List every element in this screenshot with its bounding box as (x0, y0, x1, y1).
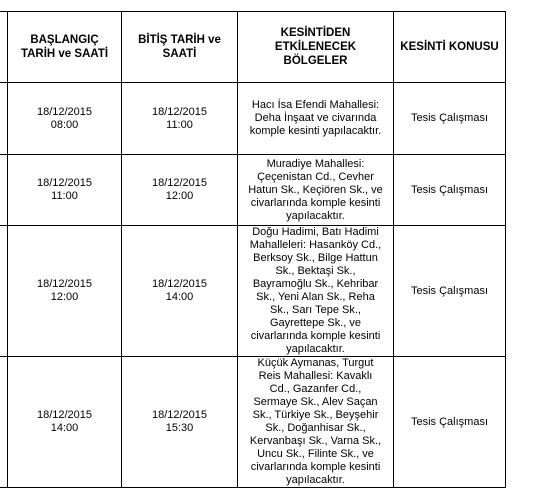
header-outage-subject: KESİNTİ KONUSU (394, 12, 506, 83)
regions-cell (238, 226, 394, 357)
subject-cell: Tesis Çalışması (394, 226, 506, 357)
end-time: 11:00 (166, 118, 193, 131)
table-row (0, 155, 506, 226)
end-date: 18/12/2015 (151, 409, 208, 421)
start-datetime-cell (8, 226, 122, 357)
row-stub-cell (0, 226, 8, 357)
row-stub-cell (0, 357, 8, 488)
start-date: 18/12/2015 (36, 409, 93, 421)
end-time: 15:30 (165, 422, 194, 434)
end-date: 18/12/2015 (151, 278, 208, 290)
start-date: 18/12/2015 (36, 177, 93, 189)
header-affected-regions: KESİNTİDEN ETKİLENECEK BÖLGELER (238, 12, 394, 83)
start-date: 18/12/2015 (36, 278, 93, 290)
start-date: 18/12/2015 (36, 105, 93, 118)
subject-cell: Tesis Çalışması (394, 357, 506, 488)
subject-cell: Tesis Çalışması (394, 155, 506, 226)
end-datetime-cell (122, 83, 238, 155)
header-start-datetime: BAŞLANGIÇ TARİH ve SAATİ (8, 12, 122, 83)
table-row (0, 357, 506, 488)
table-row (0, 83, 506, 155)
subject-cell: Tesis Çalışması (394, 83, 506, 155)
regions-text: Muradiye Mahallesi: Çeçenistan Cd., Cevher Hatun Sk., Keçiören Sk., ve civarlarında komple kesinti yapılacaktır. (248, 157, 383, 222)
start-time: 08:00 (50, 118, 79, 131)
start-time: 12:00 (50, 291, 79, 303)
regions-text: Doğu Hadimi, Batı Hadimi Mahalleleri: Hasanköy Cd., Berksoy Sk., Bilge Hattun Sk., Bektaşi Sk., Bayramoğlu Sk., Kehribar Sk., Yeni Alan Sk., Reha Sk., Sarı Tepe Sk., Gayrettepe Sk., ve civarlarında komple kesinti yapılacaktır. (249, 226, 382, 355)
start-datetime-cell (8, 357, 122, 488)
row-stub-cell (0, 12, 8, 83)
end-time: 12:00 (165, 190, 194, 202)
start-time: 11:00 (51, 190, 78, 202)
regions-text: Küçük Aymanas, Turgut Reis Mahallesi: Kavaklı Cd., Gazanfer Cd., Sermaye Sk., Alev Saçan Sk., Türkiye Sk., Beyşehir Sk., Doğanhisar Sk., Kervanbaşı Sk., Varna Sk., Uncu Sk., Filinte Sk., ve civarlarında komple kesinti yapılacaktır. (249, 357, 382, 486)
row-stub-cell (0, 83, 8, 155)
header-end-datetime: BİTİŞ TARİH ve SAATİ (122, 12, 238, 83)
start-time: 14:00 (50, 422, 79, 434)
end-date: 18/12/2015 (151, 177, 208, 189)
start-datetime-cell (8, 155, 122, 226)
end-time: 14:00 (165, 291, 194, 303)
table-header-row (0, 12, 506, 83)
row-stub-cell (0, 155, 8, 226)
end-datetime-cell (122, 155, 238, 226)
end-date: 18/12/2015 (151, 105, 208, 118)
start-datetime-cell (8, 83, 122, 155)
end-datetime-cell (122, 226, 238, 357)
table-row (0, 226, 506, 357)
outage-schedule-table (0, 11, 506, 488)
regions-cell (238, 357, 394, 488)
regions-text: Hacı İsa Efendi Mahallesi: Deha İnşaat ve civarında komple kesinti yapılacaktır. (249, 99, 382, 137)
regions-cell (238, 155, 394, 226)
end-datetime-cell (122, 357, 238, 488)
regions-cell (238, 83, 394, 155)
